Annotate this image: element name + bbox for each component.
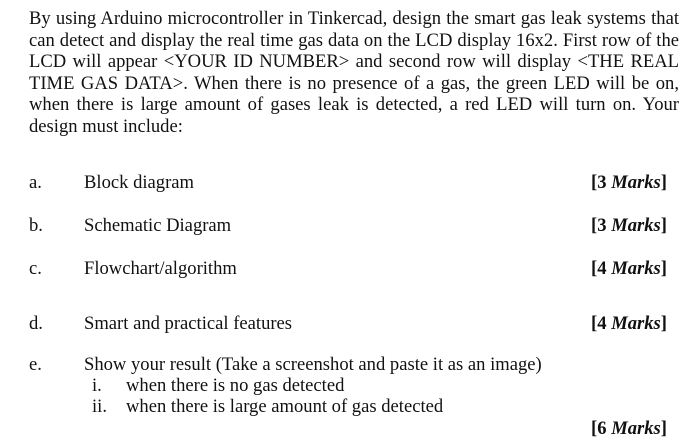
item-letter-a: a.: [29, 172, 42, 193]
item-letter-e: e.: [29, 354, 42, 375]
item-marks-a: [591, 172, 667, 194]
intro-line: design must include:: [29, 115, 183, 137]
marks-close: ]: [660, 258, 667, 279]
item-letter-d: d.: [29, 313, 43, 334]
marks-open: [6: [591, 418, 612, 439]
item-text-b: Schematic Diagram: [84, 215, 232, 236]
item-marks-b: [591, 215, 667, 237]
marks-close: ]: [660, 313, 667, 334]
item-text-d: Smart and practical features: [84, 313, 293, 334]
sub-item-text-i: when there is no gas detected: [126, 375, 345, 396]
marks-word: Marks: [611, 172, 661, 193]
marks-close: ]: [660, 215, 667, 236]
marks-close: ]: [660, 172, 667, 193]
question-intro: [29, 8, 679, 138]
marks-open: [4: [591, 258, 612, 279]
marks-open: [4: [591, 313, 612, 334]
item-marks-e: [591, 418, 667, 440]
marks-open: [3: [591, 172, 612, 193]
marks-word: Marks: [611, 418, 661, 439]
sub-item-num-i: i.: [92, 375, 102, 396]
item-text-e: Show your result (Take a screenshot and paste it as an image): [84, 354, 542, 375]
intro-line: TIME GAS DATA>. When there is no presence of a gas, the green LED will be on,: [29, 72, 679, 94]
sub-item-num-ii: ii.: [92, 396, 107, 417]
item-text-c: Flowchart/algorithm: [84, 258, 237, 279]
intro-line: when there is large amount of gases leak is detected, a red LED will turn on. Your: [29, 94, 679, 116]
marks-open: [3: [591, 215, 612, 236]
item-letter-c: c.: [29, 258, 42, 279]
item-text-a: Block diagram: [84, 172, 194, 193]
marks-word: Marks: [611, 258, 661, 279]
marks-word: Marks: [611, 313, 661, 334]
sub-item-text-ii: when there is large amount of gas detected: [126, 396, 444, 417]
intro-line: LCD will appear <YOUR ID NUMBER> and second row will display <THE REAL: [29, 51, 679, 73]
intro-line: By using Arduino microcontroller in Tinkercad, design the smart gas leak systems that: [29, 8, 679, 29]
item-marks-c: [591, 258, 667, 280]
item-letter-b: b.: [29, 215, 43, 236]
intro-line: can detect and display the real time gas data on the LCD display 16x2. First row of the: [29, 29, 679, 51]
marks-close: ]: [660, 418, 667, 439]
marks-word: Marks: [611, 215, 661, 236]
item-marks-d: [591, 313, 667, 335]
